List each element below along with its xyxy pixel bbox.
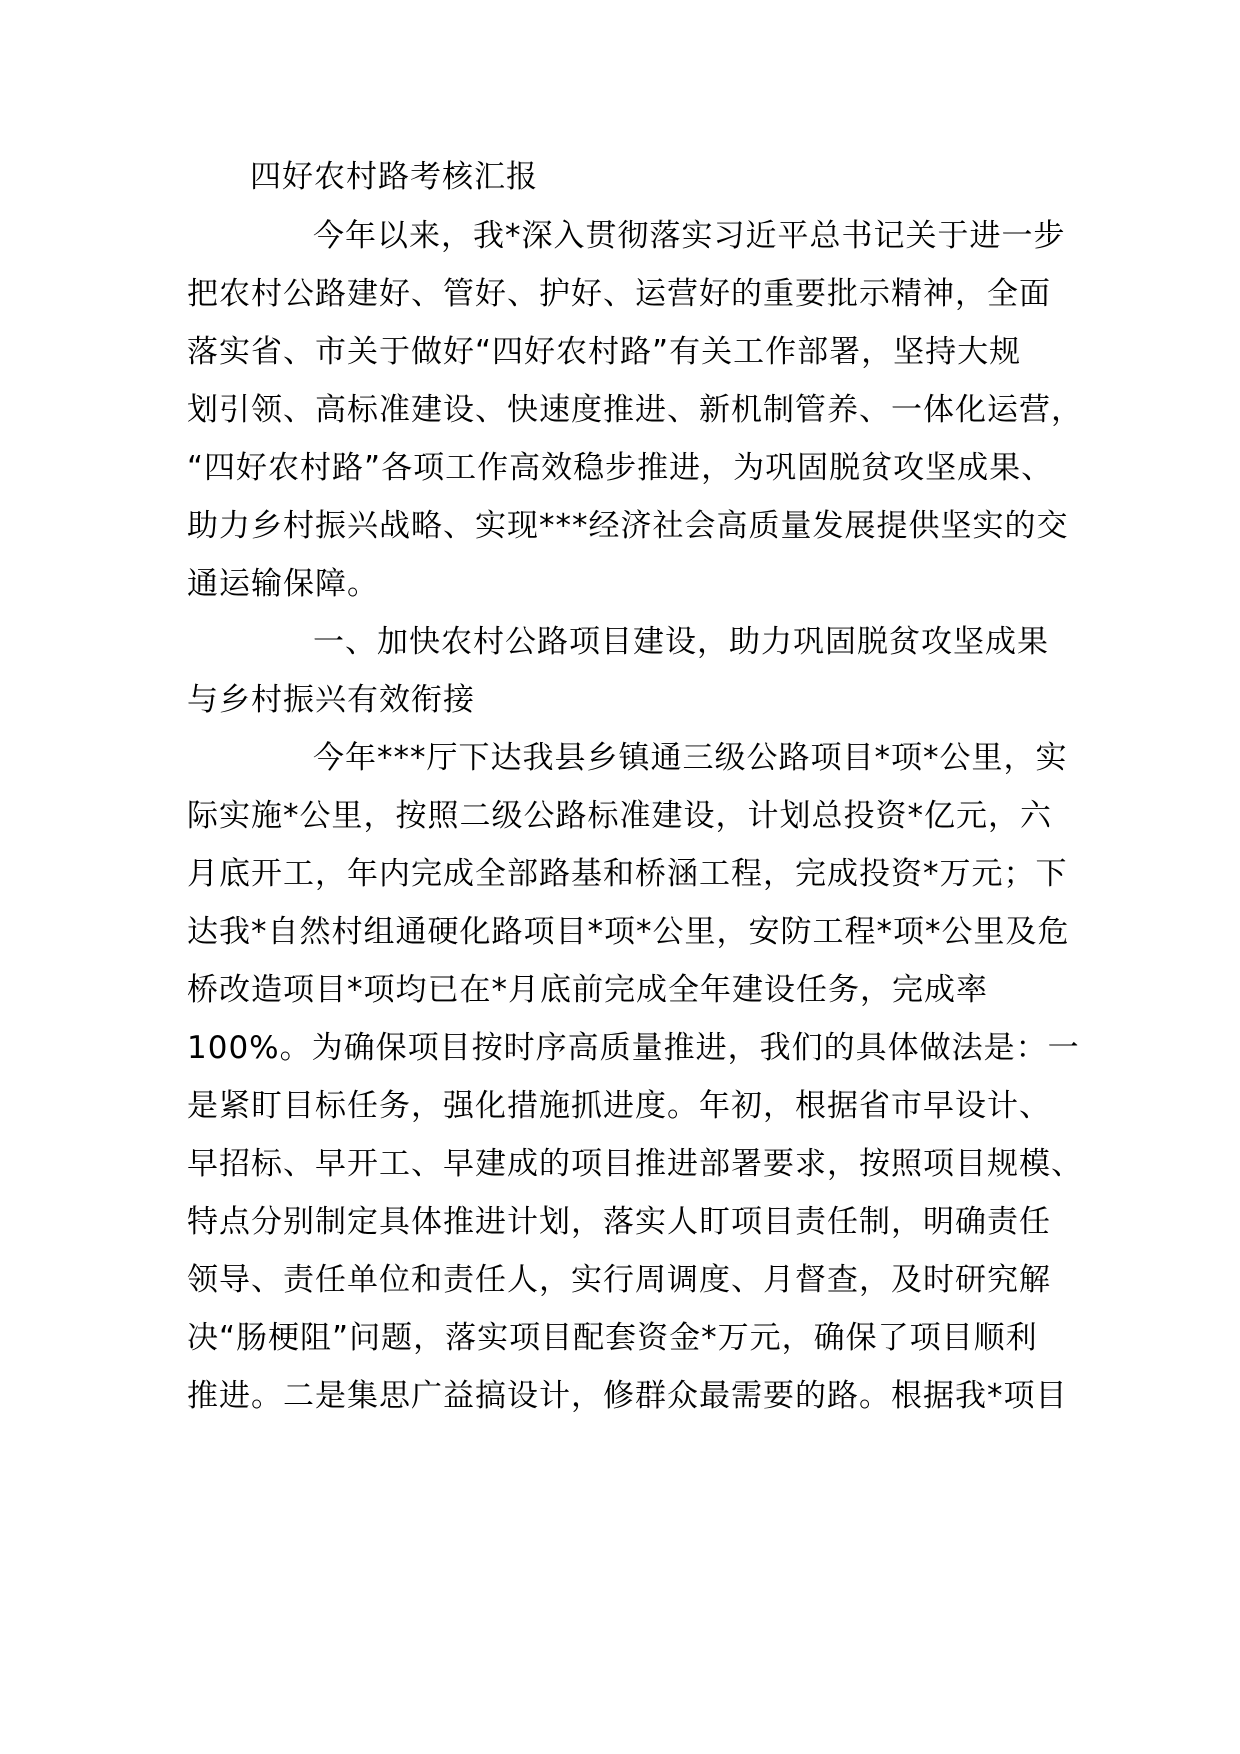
paragraph-1-line-1: 今年以来，我*深入贯彻落实习近平总书记关于进一步 bbox=[313, 218, 1066, 254]
section-heading-line-1: 一、加快农村公路项目建设，助力巩固脱贫攻坚成果 bbox=[313, 624, 1049, 660]
paragraph-2-line-4: 达我*自然村组通硬化路项目*项*公里，安防工程*项*公里及危 bbox=[187, 914, 1070, 950]
document-title: 四好农村路考核汇报 bbox=[250, 159, 538, 195]
paragraph-2-line-12: 推进。二是集思广益搞设计，修群众最需要的路。根据我*项目 bbox=[187, 1378, 1068, 1414]
paragraph-2-line-11: 决“肠梗阻”问题，落实项目配套资金*万元，确保了项目顺利 bbox=[187, 1320, 1038, 1356]
paragraph-2-line-3: 月底开工，年内完成全部路基和桥涵工程，完成投资*万元；下 bbox=[187, 856, 1068, 892]
paragraph-1-line-4: 划引领、高标准建设、快速度推进、新机制管养、一体化运营， bbox=[187, 392, 1083, 428]
paragraph-1-line-6: 助力乡村振兴战略、实现***经济社会高质量发展提供坚实的交 bbox=[187, 508, 1069, 544]
paragraph-2-line-6: 100%。为确保项目按时序高质量推进，我们的具体做法是：一 bbox=[187, 1030, 1080, 1066]
paragraph-2-line-7: 是紧盯目标任务，强化措施抓进度。年初，根据省市早设计、 bbox=[187, 1088, 1051, 1124]
paragraph-2-line-8: 早招标、早开工、早建成的项目推进部署要求，按照项目规模、 bbox=[187, 1146, 1083, 1182]
paragraph-2-line-5: 桥改造项目*项均已在*月底前完成全年建设任务，完成率 bbox=[187, 972, 988, 1008]
paragraph-2-line-9: 特点分别制定具体推进计划，落实人盯项目责任制，明确责任 bbox=[187, 1204, 1051, 1240]
paragraph-1-line-7: 通运输保障。 bbox=[187, 566, 379, 602]
paragraph-1-line-3: 落实省、市关于做好“四好农村路”有关工作部署，坚持大规 bbox=[187, 334, 1022, 370]
paragraph-2-line-1: 今年***厅下达我县乡镇通三级公路项目*项*公里，实 bbox=[313, 740, 1068, 776]
paragraph-2-line-2: 际实施*公里，按照二级公路标准建设，计划总投资*亿元，六 bbox=[187, 798, 1052, 834]
section-heading-line-2: 与乡村振兴有效衔接 bbox=[187, 682, 475, 718]
paragraph-2-line-10: 领导、责任单位和责任人，实行周调度、月督查，及时研究解 bbox=[187, 1262, 1051, 1298]
paragraph-1-line-5: “四好农村路”各项工作高效稳步推进，为巩固脱贫攻坚成果、 bbox=[187, 450, 1054, 486]
paragraph-1-line-2: 把农村公路建好、管好、护好、运营好的重要批示精神，全面 bbox=[187, 276, 1051, 312]
